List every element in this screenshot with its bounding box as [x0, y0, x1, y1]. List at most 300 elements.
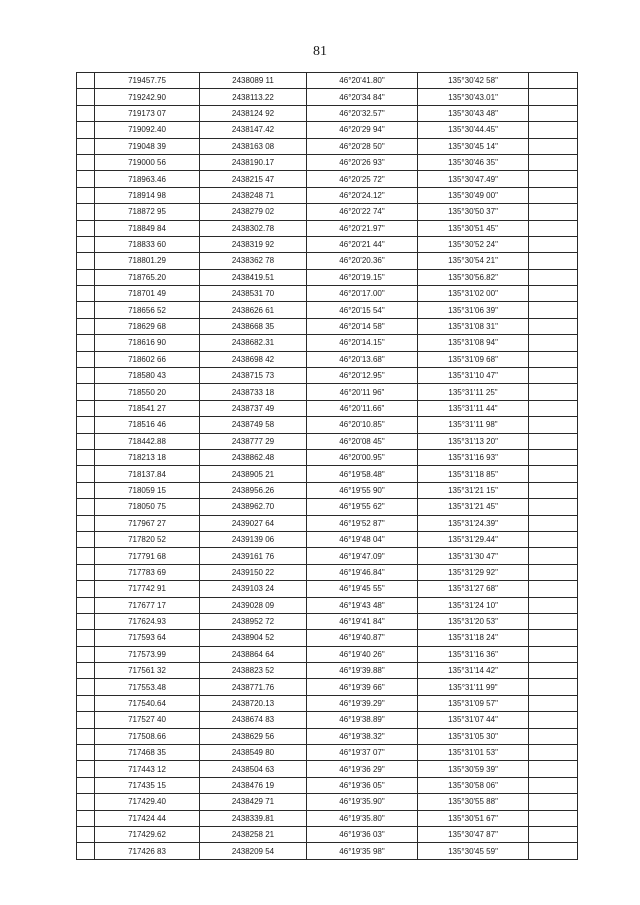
latitude-cell: 46°20'34 84" [307, 89, 418, 105]
table-row [77, 449, 578, 465]
y-coordinate-cell: 2438668 35 [200, 318, 307, 334]
row-index-cell [77, 138, 95, 154]
x-coordinate-cell: 717553.48 [95, 679, 200, 695]
notes-cell [529, 826, 578, 842]
notes-cell [529, 236, 578, 252]
table-row [77, 499, 578, 515]
longitude-cell: 135°30'47 87" [418, 826, 529, 842]
notes-cell [529, 138, 578, 154]
row-index-cell [77, 843, 95, 859]
y-coordinate-cell: 2438956.26 [200, 482, 307, 498]
longitude-cell: 135°31'05 30" [418, 728, 529, 744]
latitude-cell: 46°19'35.90" [307, 794, 418, 810]
latitude-cell: 46°19'39 66" [307, 679, 418, 695]
latitude-cell: 46°19'43 48" [307, 597, 418, 613]
latitude-cell: 46°20'00.95" [307, 449, 418, 465]
x-coordinate-cell: 718541 27 [95, 400, 200, 416]
longitude-cell: 135°31'07 44" [418, 712, 529, 728]
row-index-cell [77, 515, 95, 531]
table-row [77, 368, 578, 384]
table-row [77, 712, 578, 728]
row-index-cell [77, 253, 95, 269]
longitude-cell: 135°31'24 10" [418, 597, 529, 613]
notes-cell [529, 220, 578, 236]
notes-cell [529, 89, 578, 105]
latitude-cell: 46°19'35.80" [307, 810, 418, 826]
y-coordinate-cell: 2438279 02 [200, 204, 307, 220]
x-coordinate-cell: 719048 39 [95, 138, 200, 154]
x-coordinate-cell: 717677 17 [95, 597, 200, 613]
x-coordinate-cell: 717429.62 [95, 826, 200, 842]
latitude-cell: 46°20'22 74" [307, 204, 418, 220]
row-index-cell [77, 171, 95, 187]
longitude-cell: 135°31'30 47" [418, 548, 529, 564]
x-coordinate-cell: 717443 12 [95, 761, 200, 777]
x-coordinate-cell: 717967 27 [95, 515, 200, 531]
row-index-cell [77, 318, 95, 334]
longitude-cell: 135°31'06 39" [418, 302, 529, 318]
x-coordinate-cell: 718580 43 [95, 368, 200, 384]
y-coordinate-cell: 2439139 06 [200, 531, 307, 547]
y-coordinate-cell: 2439028 09 [200, 597, 307, 613]
latitude-cell: 46°20'21.97" [307, 220, 418, 236]
table-row [77, 351, 578, 367]
notes-cell [529, 368, 578, 384]
x-coordinate-cell: 719242.90 [95, 89, 200, 105]
notes-cell [529, 335, 578, 351]
longitude-cell: 135°31'09 68" [418, 351, 529, 367]
x-coordinate-cell: 717435 15 [95, 777, 200, 793]
y-coordinate-cell: 2439161 76 [200, 548, 307, 564]
longitude-cell: 135°31'27 68" [418, 581, 529, 597]
coordinates-table [76, 72, 578, 860]
row-index-cell [77, 286, 95, 302]
notes-cell [529, 499, 578, 515]
notes-cell [529, 318, 578, 334]
x-coordinate-cell: 718801.29 [95, 253, 200, 269]
row-index-cell [77, 236, 95, 252]
row-index-cell [77, 351, 95, 367]
row-index-cell [77, 449, 95, 465]
notes-cell [529, 351, 578, 367]
page-number: 81 [313, 44, 327, 59]
y-coordinate-cell: 2438319 92 [200, 236, 307, 252]
x-coordinate-cell: 718550 20 [95, 384, 200, 400]
row-index-cell [77, 728, 95, 744]
notes-cell [529, 548, 578, 564]
row-index-cell [77, 433, 95, 449]
latitude-cell: 46°19'55 90" [307, 482, 418, 498]
table-row [77, 613, 578, 629]
longitude-cell: 135°30'45 14" [418, 138, 529, 154]
latitude-cell: 46°19'52 87" [307, 515, 418, 531]
notes-cell [529, 630, 578, 646]
y-coordinate-cell: 2438504 63 [200, 761, 307, 777]
x-coordinate-cell: 717593 64 [95, 630, 200, 646]
latitude-cell: 46°20'11 96" [307, 384, 418, 400]
y-coordinate-cell: 2438147.42 [200, 122, 307, 138]
table-row [77, 433, 578, 449]
y-coordinate-cell: 2438419.51 [200, 269, 307, 285]
x-coordinate-cell: 718656 52 [95, 302, 200, 318]
longitude-cell: 135°30'45 59" [418, 843, 529, 859]
longitude-cell: 135°31'11 99" [418, 679, 529, 695]
row-index-cell [77, 826, 95, 842]
table-row [77, 335, 578, 351]
latitude-cell: 46°19'41 84" [307, 613, 418, 629]
notes-cell [529, 712, 578, 728]
longitude-cell: 135°30'59 39" [418, 761, 529, 777]
x-coordinate-cell: 719457.75 [95, 73, 200, 89]
latitude-cell: 46°19'46.84" [307, 564, 418, 580]
longitude-cell: 135°31'09 57" [418, 695, 529, 711]
x-coordinate-cell: 718213 18 [95, 449, 200, 465]
notes-cell [529, 843, 578, 859]
x-coordinate-cell: 718849 84 [95, 220, 200, 236]
notes-cell [529, 564, 578, 580]
y-coordinate-cell: 2438720.13 [200, 695, 307, 711]
y-coordinate-cell: 2439150 22 [200, 564, 307, 580]
y-coordinate-cell: 2438862.48 [200, 449, 307, 465]
x-coordinate-cell: 717561 32 [95, 663, 200, 679]
table-row [77, 286, 578, 302]
y-coordinate-cell: 2438302.78 [200, 220, 307, 236]
latitude-cell: 46°19'36 29" [307, 761, 418, 777]
longitude-cell: 135°30'44.45" [418, 122, 529, 138]
longitude-cell: 135°31'21 45" [418, 499, 529, 515]
y-coordinate-cell: 2438549 80 [200, 745, 307, 761]
x-coordinate-cell: 718616 90 [95, 335, 200, 351]
table-row [77, 384, 578, 400]
notes-cell [529, 384, 578, 400]
table-row [77, 269, 578, 285]
longitude-cell: 135°31'21 15" [418, 482, 529, 498]
latitude-cell: 46°19'38.32" [307, 728, 418, 744]
notes-cell [529, 761, 578, 777]
row-index-cell [77, 154, 95, 170]
longitude-cell: 135°31'18 24" [418, 630, 529, 646]
longitude-cell: 135°31'11 98" [418, 417, 529, 433]
y-coordinate-cell: 2438429 71 [200, 794, 307, 810]
x-coordinate-cell: 719092.40 [95, 122, 200, 138]
y-coordinate-cell: 2438674 83 [200, 712, 307, 728]
y-coordinate-cell: 2438777 29 [200, 433, 307, 449]
latitude-cell: 46°19'39.88" [307, 663, 418, 679]
y-coordinate-cell: 2438629 56 [200, 728, 307, 744]
longitude-cell: 135°30'50 37" [418, 204, 529, 220]
table-row [77, 138, 578, 154]
longitude-cell: 135°30'43 48" [418, 105, 529, 121]
row-index-cell [77, 302, 95, 318]
longitude-cell: 135°31'16 93" [418, 449, 529, 465]
table-row [77, 745, 578, 761]
notes-cell [529, 466, 578, 482]
row-index-cell [77, 712, 95, 728]
y-coordinate-cell: 2438362 78 [200, 253, 307, 269]
longitude-cell: 135°30'49 00" [418, 187, 529, 203]
x-coordinate-cell: 718872 95 [95, 204, 200, 220]
row-index-cell [77, 613, 95, 629]
longitude-cell: 135°30'56.82" [418, 269, 529, 285]
table-row [77, 794, 578, 810]
longitude-cell: 135°30'58 06" [418, 777, 529, 793]
y-coordinate-cell: 2438089 11 [200, 73, 307, 89]
row-index-cell [77, 417, 95, 433]
longitude-cell: 135°31'11 25" [418, 384, 529, 400]
row-index-cell [77, 220, 95, 236]
row-index-cell [77, 810, 95, 826]
row-index-cell [77, 794, 95, 810]
table-row [77, 630, 578, 646]
longitude-cell: 135°31'10 47" [418, 368, 529, 384]
table-row [77, 548, 578, 564]
x-coordinate-cell: 718629 68 [95, 318, 200, 334]
table-row [77, 400, 578, 416]
latitude-cell: 46°19'35 98" [307, 843, 418, 859]
x-coordinate-cell: 717508.66 [95, 728, 200, 744]
longitude-cell: 135°30'51 45" [418, 220, 529, 236]
x-coordinate-cell: 717742 91 [95, 581, 200, 597]
x-coordinate-cell: 717624.93 [95, 613, 200, 629]
row-index-cell [77, 531, 95, 547]
y-coordinate-cell: 2438952 72 [200, 613, 307, 629]
table-row [77, 810, 578, 826]
x-coordinate-cell: 717426 83 [95, 843, 200, 859]
y-coordinate-cell: 2438698 42 [200, 351, 307, 367]
row-index-cell [77, 597, 95, 613]
row-index-cell [77, 777, 95, 793]
row-index-cell [77, 695, 95, 711]
latitude-cell: 46°19'38.89" [307, 712, 418, 728]
latitude-cell: 46°19'40.87" [307, 630, 418, 646]
latitude-cell: 46°20'13.68" [307, 351, 418, 367]
table-row [77, 826, 578, 842]
y-coordinate-cell: 2438258 21 [200, 826, 307, 842]
y-coordinate-cell: 2438733 18 [200, 384, 307, 400]
y-coordinate-cell: 2438163 08 [200, 138, 307, 154]
longitude-cell: 135°30'55 88" [418, 794, 529, 810]
notes-cell [529, 269, 578, 285]
longitude-cell: 135°31'01 53" [418, 745, 529, 761]
x-coordinate-cell: 717468 35 [95, 745, 200, 761]
notes-cell [529, 663, 578, 679]
latitude-cell: 46°19'37 07" [307, 745, 418, 761]
row-index-cell [77, 761, 95, 777]
notes-cell [529, 679, 578, 695]
notes-cell [529, 695, 578, 711]
latitude-cell: 46°20'14 58" [307, 318, 418, 334]
y-coordinate-cell: 2439027 64 [200, 515, 307, 531]
row-index-cell [77, 105, 95, 121]
longitude-cell: 135°30'52 24" [418, 236, 529, 252]
table-row [77, 204, 578, 220]
notes-cell [529, 597, 578, 613]
table-row [77, 220, 578, 236]
longitude-cell: 135°31'16 36" [418, 646, 529, 662]
longitude-cell: 135°30'51 67" [418, 810, 529, 826]
longitude-cell: 135°31'13 20" [418, 433, 529, 449]
table-row [77, 171, 578, 187]
latitude-cell: 46°20'17.00" [307, 286, 418, 302]
x-coordinate-cell: 717791 68 [95, 548, 200, 564]
longitude-cell: 135°30'46 35" [418, 154, 529, 170]
x-coordinate-cell: 717540.64 [95, 695, 200, 711]
notes-cell [529, 449, 578, 465]
row-index-cell [77, 122, 95, 138]
table-row [77, 154, 578, 170]
latitude-cell: 46°20'11.66" [307, 400, 418, 416]
notes-cell [529, 73, 578, 89]
row-index-cell [77, 679, 95, 695]
latitude-cell: 46°20'19.15" [307, 269, 418, 285]
y-coordinate-cell: 2438771.76 [200, 679, 307, 695]
table-row [77, 695, 578, 711]
x-coordinate-cell: 718442.88 [95, 433, 200, 449]
latitude-cell: 46°19'55 62" [307, 499, 418, 515]
notes-cell [529, 613, 578, 629]
table-row [77, 679, 578, 695]
y-coordinate-cell: 2438531 70 [200, 286, 307, 302]
table-row [77, 777, 578, 793]
row-index-cell [77, 204, 95, 220]
x-coordinate-cell: 718833 60 [95, 236, 200, 252]
table-row [77, 73, 578, 89]
y-coordinate-cell: 2438113.22 [200, 89, 307, 105]
latitude-cell: 46°19'36 05" [307, 777, 418, 793]
latitude-cell: 46°20'21 44" [307, 236, 418, 252]
longitude-cell: 135°30'54 21" [418, 253, 529, 269]
x-coordinate-cell: 717573.99 [95, 646, 200, 662]
table-row [77, 187, 578, 203]
longitude-cell: 135°30'47.49" [418, 171, 529, 187]
x-coordinate-cell: 718602 66 [95, 351, 200, 367]
row-index-cell [77, 335, 95, 351]
latitude-cell: 46°19'36 03" [307, 826, 418, 842]
y-coordinate-cell: 2438864 64 [200, 646, 307, 662]
y-coordinate-cell: 2438715 73 [200, 368, 307, 384]
table-row [77, 105, 578, 121]
y-coordinate-cell: 2438476 19 [200, 777, 307, 793]
x-coordinate-cell: 717820 52 [95, 531, 200, 547]
notes-cell [529, 745, 578, 761]
longitude-cell: 135°31'20 53" [418, 613, 529, 629]
row-index-cell [77, 269, 95, 285]
row-index-cell [77, 630, 95, 646]
row-index-cell [77, 499, 95, 515]
table-row [77, 122, 578, 138]
latitude-cell: 46°19'48 04" [307, 531, 418, 547]
y-coordinate-cell: 2438905 21 [200, 466, 307, 482]
row-index-cell [77, 663, 95, 679]
longitude-cell: 135°31'18 85" [418, 466, 529, 482]
notes-cell [529, 433, 578, 449]
notes-cell [529, 531, 578, 547]
x-coordinate-cell: 718765.20 [95, 269, 200, 285]
table-row [77, 466, 578, 482]
row-index-cell [77, 400, 95, 416]
latitude-cell: 46°19'39.29" [307, 695, 418, 711]
row-index-cell [77, 646, 95, 662]
row-index-cell [77, 581, 95, 597]
table-row [77, 482, 578, 498]
row-index-cell [77, 368, 95, 384]
longitude-cell: 135°30'43.01" [418, 89, 529, 105]
latitude-cell: 46°19'45 55" [307, 581, 418, 597]
longitude-cell: 135°31'08 31" [418, 318, 529, 334]
x-coordinate-cell: 717424 44 [95, 810, 200, 826]
latitude-cell: 46°20'20.36" [307, 253, 418, 269]
table-row [77, 761, 578, 777]
notes-cell [529, 154, 578, 170]
table-row [77, 646, 578, 662]
x-coordinate-cell: 719000 56 [95, 154, 200, 170]
latitude-cell: 46°20'26 93" [307, 154, 418, 170]
latitude-cell: 46°20'41.80" [307, 73, 418, 89]
x-coordinate-cell: 718701 49 [95, 286, 200, 302]
notes-cell [529, 286, 578, 302]
row-index-cell [77, 384, 95, 400]
y-coordinate-cell: 2438962.70 [200, 499, 307, 515]
y-coordinate-cell: 2438190.17 [200, 154, 307, 170]
latitude-cell: 46°19'47.09" [307, 548, 418, 564]
x-coordinate-cell: 718050 75 [95, 499, 200, 515]
longitude-cell: 135°30'42 58" [418, 73, 529, 89]
table-row [77, 581, 578, 597]
x-coordinate-cell: 718059 15 [95, 482, 200, 498]
row-index-cell [77, 89, 95, 105]
notes-cell [529, 581, 578, 597]
notes-cell [529, 105, 578, 121]
latitude-cell: 46°20'29 94" [307, 122, 418, 138]
table-row [77, 302, 578, 318]
notes-cell [529, 417, 578, 433]
y-coordinate-cell: 2438339.81 [200, 810, 307, 826]
y-coordinate-cell: 2438749 58 [200, 417, 307, 433]
notes-cell [529, 810, 578, 826]
x-coordinate-cell: 718137.84 [95, 466, 200, 482]
row-index-cell [77, 187, 95, 203]
y-coordinate-cell: 2438823 52 [200, 663, 307, 679]
table-row [77, 597, 578, 613]
notes-cell [529, 253, 578, 269]
x-coordinate-cell: 717429.40 [95, 794, 200, 810]
y-coordinate-cell: 2438737 49 [200, 400, 307, 416]
x-coordinate-cell: 717527 40 [95, 712, 200, 728]
table-row [77, 531, 578, 547]
x-coordinate-cell: 718914 98 [95, 187, 200, 203]
y-coordinate-cell: 2438682.31 [200, 335, 307, 351]
row-index-cell [77, 73, 95, 89]
y-coordinate-cell: 2438626 61 [200, 302, 307, 318]
longitude-cell: 135°31'29.44" [418, 531, 529, 547]
notes-cell [529, 482, 578, 498]
latitude-cell: 46°20'10.85" [307, 417, 418, 433]
notes-cell [529, 302, 578, 318]
notes-cell [529, 171, 578, 187]
table-row [77, 564, 578, 580]
latitude-cell: 46°20'25 72" [307, 171, 418, 187]
notes-cell [529, 122, 578, 138]
latitude-cell: 46°20'08 45" [307, 433, 418, 449]
notes-cell [529, 400, 578, 416]
row-index-cell [77, 548, 95, 564]
notes-cell [529, 794, 578, 810]
row-index-cell [77, 482, 95, 498]
table-row [77, 663, 578, 679]
y-coordinate-cell: 2438209 54 [200, 843, 307, 859]
longitude-cell: 135°31'29 92" [418, 564, 529, 580]
longitude-cell: 135°31'02 00" [418, 286, 529, 302]
